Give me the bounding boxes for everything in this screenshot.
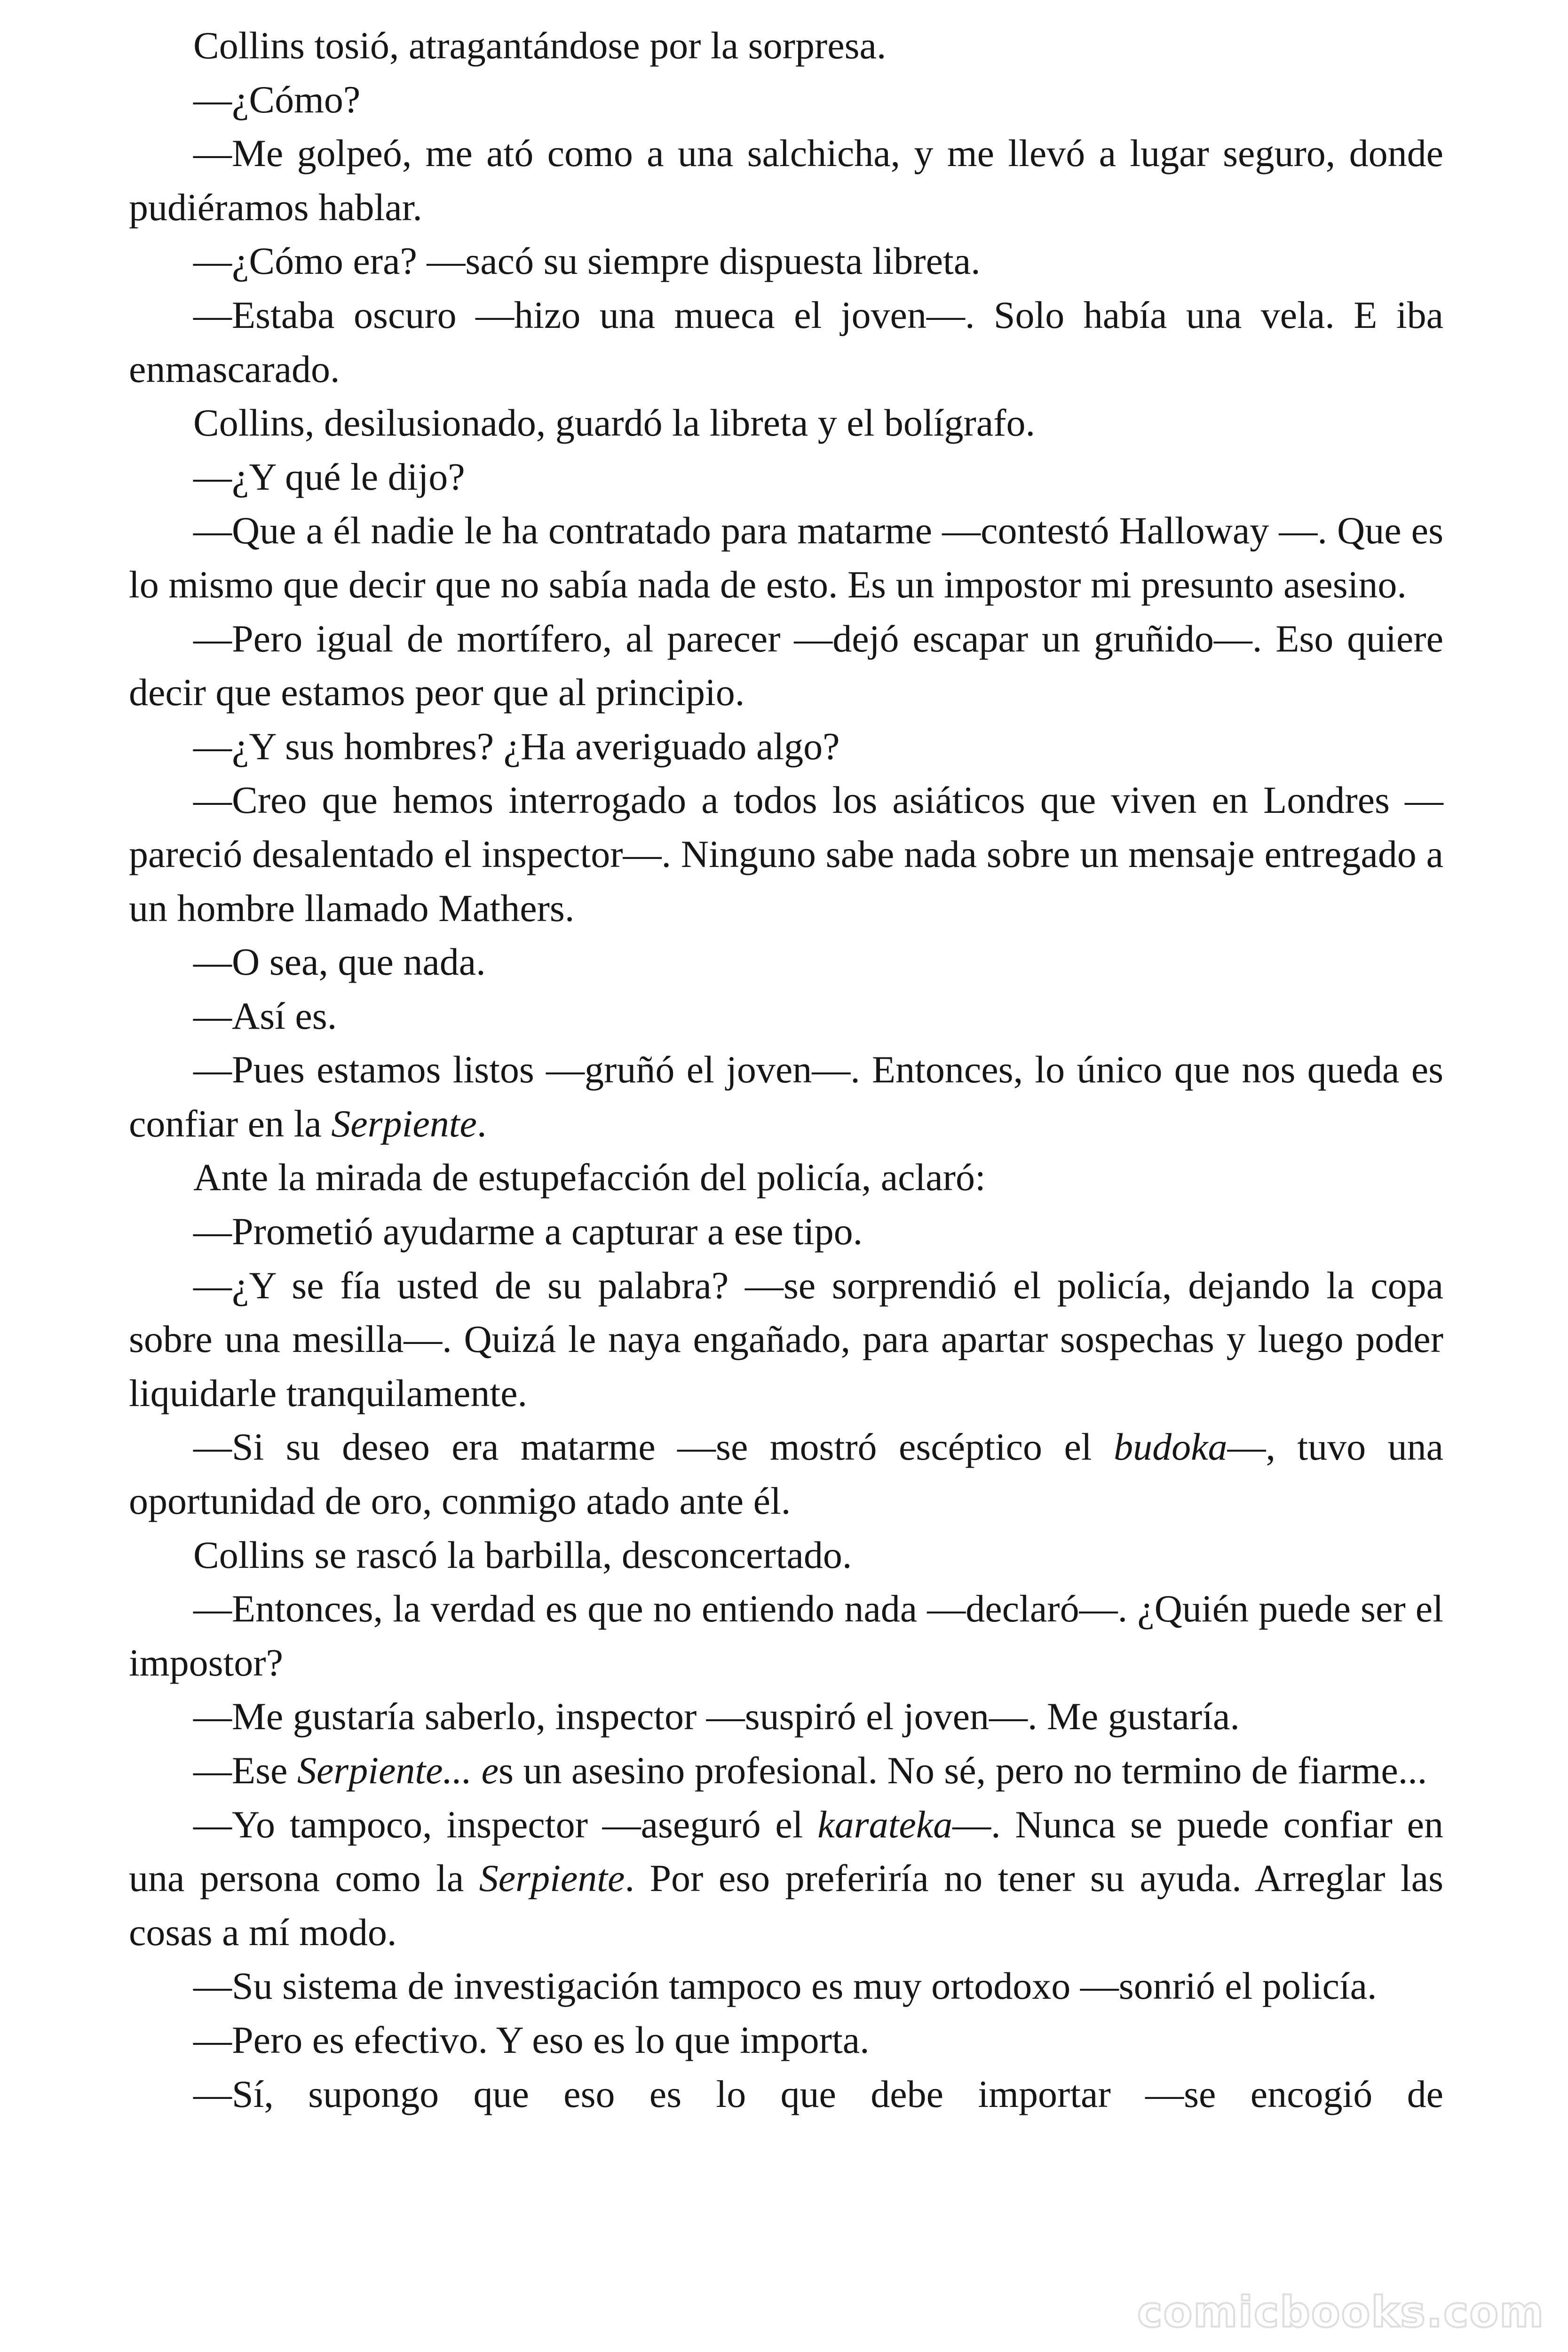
paragraph	[129, 1798, 1443, 1960]
paragraph	[129, 1420, 1443, 1528]
italic-text: budoka	[1114, 1425, 1227, 1469]
text-run: —¿Y qué le dijo?	[193, 455, 465, 498]
text-run: —O sea, que nada.	[193, 940, 486, 984]
body-text	[129, 19, 1443, 2121]
text-run: —, tuvo una oportunidad de oro, conmigo atado ante él.	[129, 1425, 1443, 1523]
text-run: —Pero es efectivo. Y eso es lo que importa.	[193, 2018, 870, 2061]
text-run: —Me gustaría saberlo, inspector —suspiró el joven—. Me gustaría.	[193, 1695, 1240, 1738]
paragraph	[129, 2013, 1443, 2067]
paragraph	[129, 935, 1443, 989]
text-run: —Pues estamos listos —gruñó el joven—. Entonces, lo único que nos queda es confiar en la	[129, 1048, 1443, 1145]
paragraph	[129, 1744, 1443, 1798]
italic-text: karateka	[817, 1803, 953, 1846]
paragraph	[129, 1259, 1443, 1421]
paragraph	[129, 73, 1443, 127]
text-run: —Su sistema de investigación tampoco es muy ortodoxo —sonrió el policía.	[193, 1964, 1377, 2008]
text-run: —¿Y se fía usted de su palabra? —se sorprendió el policía, dejando la copa sobre una mesilla—. Quizá le naya engañado, para apartar sospechas y luego poder liquidarle tranquilamente.	[129, 1263, 1443, 1414]
italic-text: Serpiente	[331, 1102, 477, 1145]
paragraph	[129, 288, 1443, 396]
text-run: —Ese	[193, 1749, 297, 1792]
text-run: —¿Y sus hombres? ¿Ha averiguado algo?	[193, 724, 840, 768]
text-run: —¿Cómo?	[193, 78, 361, 121]
text-run: —Creo que hemos interrogado a todos los asiáticos que viven en Londres —pareció desalentado el inspector—. Ninguno sabe nada sobre un mensaje entregado a un hombre llamado Mathers.	[129, 779, 1443, 930]
paragraph	[129, 1151, 1443, 1205]
text-run: . Por eso preferiría no tener su ayuda. Arreglar las cosas a mí modo.	[129, 1857, 1443, 1954]
text-run: —Así es.	[193, 994, 337, 1037]
text-run: s un asesino profesional. No sé, pero no termino de fiarme...	[498, 1749, 1427, 1792]
paragraph	[129, 504, 1443, 612]
paragraph	[129, 2067, 1443, 2122]
text-run: —Que a él nadie le ha contratado para matarme —contestó Halloway —. Que es lo mismo que decir que no sabía nada de esto. Es un impostor mi presunto asesino.	[129, 509, 1443, 606]
paragraph	[129, 720, 1443, 774]
paragraph	[129, 612, 1443, 720]
text-run: Collins tosió, atragantándose por la sorpresa.	[193, 24, 887, 67]
text-run: —¿Cómo era? —sacó su siempre dispuesta libreta.	[193, 239, 981, 283]
paragraph	[129, 234, 1443, 288]
text-run: Collins, desilusionado, guardó la libreta y el bolígrafo.	[193, 401, 1035, 445]
text-run: —Yo tampoco, inspector —aseguró el	[193, 1803, 818, 1846]
text-run: Ante la mirada de estupefacción del policía, aclaró:	[193, 1156, 986, 1199]
italic-text: Serpiente... e	[297, 1749, 499, 1792]
text-run: —Pero igual de mortífero, al parecer —dejó escapar un gruñido—. Eso quiere decir que estamos peor que al principio.	[129, 617, 1443, 714]
italic-text: Serpiente	[479, 1857, 625, 1900]
text-run: —Me golpeó, me ató como a una salchicha, y me llevó a lugar seguro, donde pudiéramos hablar.	[129, 132, 1443, 229]
text-run: —Sí, supongo que eso es lo que debe importar —se encogió de	[193, 2072, 1443, 2115]
paragraph	[129, 1205, 1443, 1259]
paragraph	[129, 1528, 1443, 1582]
text-run: —Si su deseo era matarme —se mostró escéptico el	[193, 1425, 1114, 1469]
paragraph	[129, 127, 1443, 234]
site-watermark: comicbooks.com	[1137, 2288, 1544, 2337]
paragraph	[129, 396, 1443, 450]
paragraph	[129, 773, 1443, 935]
text-run: —Prometió ayudarme a capturar a ese tipo.	[193, 1210, 863, 1253]
text-run: —Entonces, la verdad es que no entiendo nada —declaró—. ¿Quién puede ser el impostor?	[129, 1587, 1443, 1684]
paragraph	[129, 450, 1443, 504]
paragraph	[129, 1582, 1443, 1690]
text-run: .	[476, 1102, 487, 1145]
text-run: —. Nunca se puede confiar en una persona como la	[129, 1803, 1443, 1900]
text-run: Collins se rascó la barbilla, desconcertado.	[193, 1533, 852, 1576]
paragraph	[129, 1959, 1443, 2013]
text-run: —Estaba oscuro —hizo una mueca el joven—. Solo había una vela. E iba enmascarado.	[129, 293, 1443, 390]
paragraph	[129, 989, 1443, 1043]
paragraph	[129, 1690, 1443, 1744]
paragraph	[129, 19, 1443, 73]
paragraph	[129, 1043, 1443, 1151]
